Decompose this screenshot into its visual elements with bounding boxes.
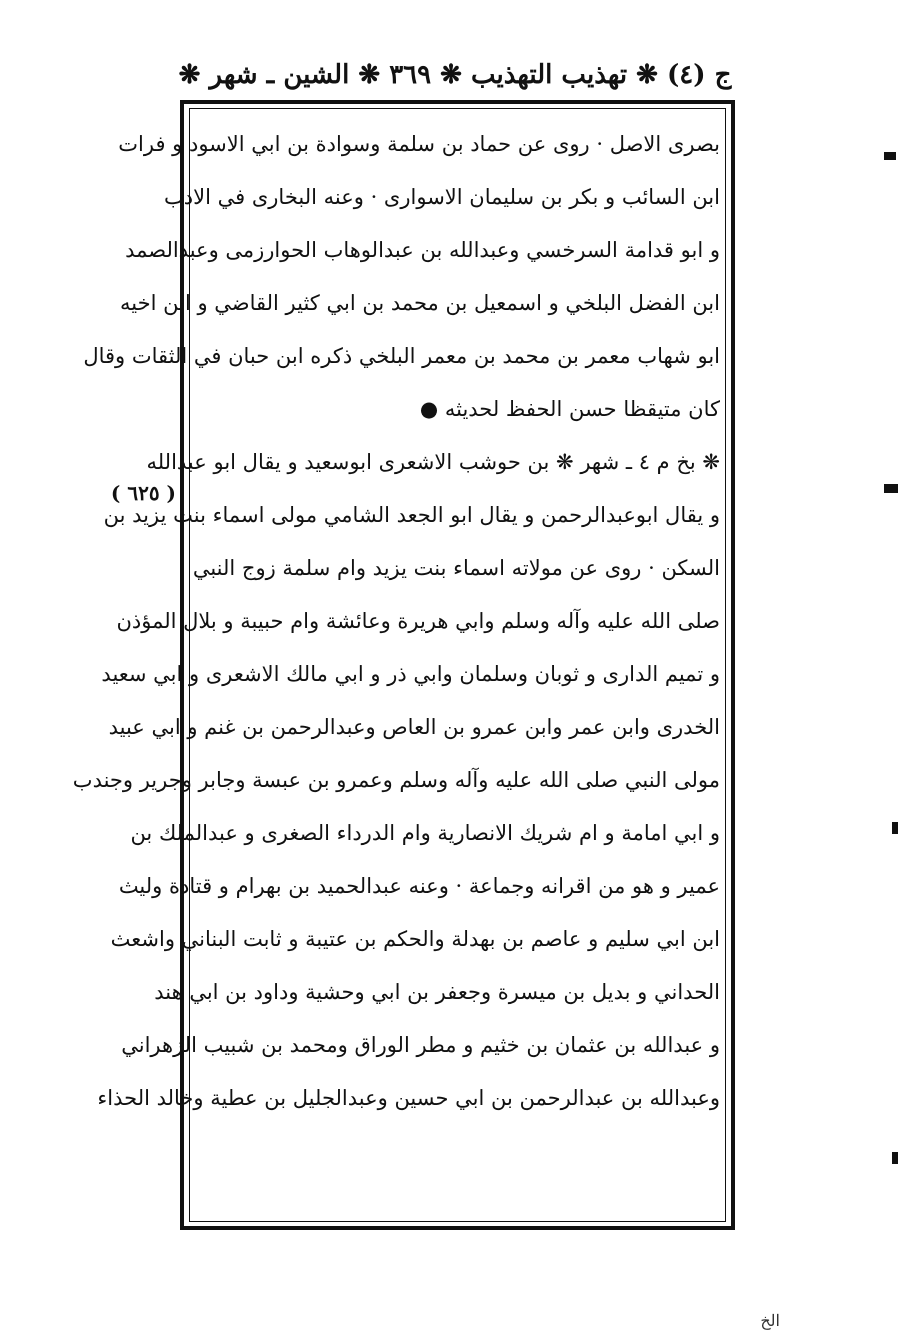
- text-line: و عبدالله بن عثمان بن خثيم و مطر الوراق ومحمد بن شبيب الزهراني: [121, 1033, 720, 1057]
- text-line: ❋ بخ م ٤ ـ شهر ❋ بن حوشب الاشعرى ابوسعيد و يقال ابو عبدالله: [146, 450, 720, 474]
- text-line: و ابو قدامة السرخسي وعبدالله بن عبدالوهاب الحوارزمى وعبدالصمد: [125, 238, 720, 262]
- scan-edge-mark: [892, 822, 898, 834]
- scan-edge-mark: [884, 484, 898, 493]
- text-line: ابن السائب و بكر بن سليمان الاسوارى · وعنه البخارى في الادب: [164, 185, 720, 209]
- text-line: و يقال ابوعبدالرحمن و يقال ابو الجعد الشامي مولى اسماء بنت يزيد بن: [103, 503, 720, 527]
- text-line: ابن الفضل البلخي و اسمعيل بن محمد بن ابي كثير القاضي و ابن اخيه: [120, 291, 720, 315]
- text-line: السكن · روى عن مولاته اسماء بنت يزيد وام سلمة زوج النبي: [192, 556, 720, 580]
- text-line: و ابي امامة و ام شريك الانصارية وام الدرداء الصغرى و عبدالملك بن: [130, 821, 720, 845]
- page-footer-fragment: الخ: [760, 1311, 780, 1330]
- text-line: ابن ابي سليم و عاصم بن بهدلة والحكم بن عتيبة و ثابت البناني واشعث: [110, 927, 720, 951]
- text-line: بصرى الاصل · روى عن حماد بن سلمة وسوادة بن ابي الاسود و فرات: [118, 132, 720, 156]
- text-line: الحداني و بديل بن ميسرة وجعفر بن ابي وحشية وداود بن ابي هند: [154, 980, 720, 1004]
- text-line: الخدرى وابن عمر وابن عمرو بن العاص وعبدالرحمن بن غنم و ابي عبيد: [108, 715, 720, 739]
- scan-edge-mark: [884, 152, 896, 160]
- scan-edge-mark: [892, 1152, 898, 1164]
- text-line: عمير و هو من اقرانه وجماعة · وعنه عبدالحميد بن بهرام و قتادة وليث: [118, 874, 720, 898]
- page-header: ج (٤) ❋ تهذيب التهذيب ❋ ٣٦٩ ❋ الشين ـ شهر ❋: [178, 60, 732, 90]
- text-line: صلى الله عليه وآله وسلم وابي هريرة وعائشة وام حبيبة و بلال المؤذن: [116, 609, 720, 633]
- entry-number: ( ٦٢٥ ): [110, 481, 176, 505]
- text-line: و تميم الدارى و ثوبان وسلمان وابي ذر و ابي مالك الاشعرى و ابي سعيد: [101, 662, 720, 686]
- text-line: وعبدالله بن عبدالرحمن بن ابي حسين وعبدالجليل بن عطية وخالد الحذاء: [97, 1086, 720, 1110]
- text-line: كان متيقظا حسن الحفظ لحديثه ●: [419, 397, 720, 421]
- text-line: مولى النبي صلى الله عليه وآله وسلم وعمرو بن عبسة وجابر وجرير وجندب: [72, 768, 720, 792]
- text-line: ابو شهاب معمر بن محمد بن معمر البلخي ذكره ابن حبان في الثقات وقال: [83, 344, 720, 368]
